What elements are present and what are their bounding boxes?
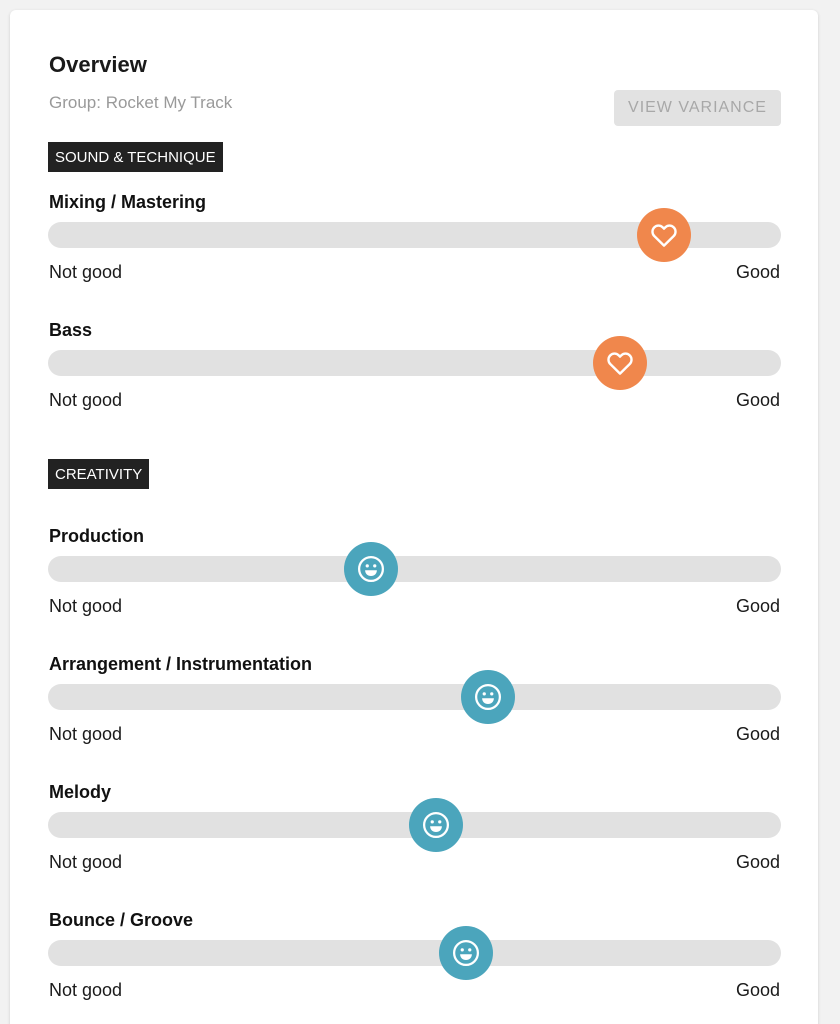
slider-high-label: Good <box>735 390 780 410</box>
slider-low-label: Not good <box>49 980 123 1000</box>
slider-knob[interactable] <box>439 926 493 980</box>
heart-icon <box>605 348 635 378</box>
slider-label: Mixing / Mastering <box>49 192 207 212</box>
slider-label: Melody <box>49 782 112 802</box>
slider-label: Production <box>49 526 144 546</box>
slider-track[interactable] <box>48 684 781 710</box>
slider-track[interactable] <box>48 350 781 376</box>
slider-knob[interactable] <box>637 208 691 262</box>
slider-track[interactable] <box>48 940 781 966</box>
section-tag-sound-technique: SOUND & TECHNIQUE <box>48 142 223 172</box>
slider-high-label: Good <box>735 724 780 744</box>
slider-high-label: Good <box>735 852 780 872</box>
slider-low-label: Not good <box>49 724 123 744</box>
slider-high-label: Good <box>735 596 780 616</box>
smiley-icon <box>356 554 386 584</box>
slider-label: Bounce / Groove <box>49 910 194 930</box>
smiley-icon <box>421 810 451 840</box>
slider-knob[interactable] <box>344 542 398 596</box>
slider-low-label: Not good <box>49 262 123 282</box>
view-variance-button[interactable]: VIEW VARIANCE <box>614 90 781 126</box>
slider-label: Arrangement / Instrumentation <box>49 654 313 674</box>
heart-icon <box>649 220 679 250</box>
slider-low-label: Not good <box>49 596 123 616</box>
slider-label: Bass <box>49 320 93 340</box>
smiley-icon <box>473 682 503 712</box>
slider-high-label: Good <box>735 980 780 1000</box>
slider-knob[interactable] <box>461 670 515 724</box>
page-title: Overview <box>49 52 147 77</box>
slider-knob[interactable] <box>593 336 647 390</box>
slider-low-label: Not good <box>49 852 123 872</box>
smiley-icon <box>451 938 481 968</box>
section-tag-creativity: CREATIVITY <box>48 459 149 489</box>
group-name: Group: Rocket My Track <box>49 93 233 112</box>
slider-low-label: Not good <box>49 390 123 410</box>
slider-high-label: Good <box>735 262 780 282</box>
slider-track[interactable] <box>48 556 781 582</box>
